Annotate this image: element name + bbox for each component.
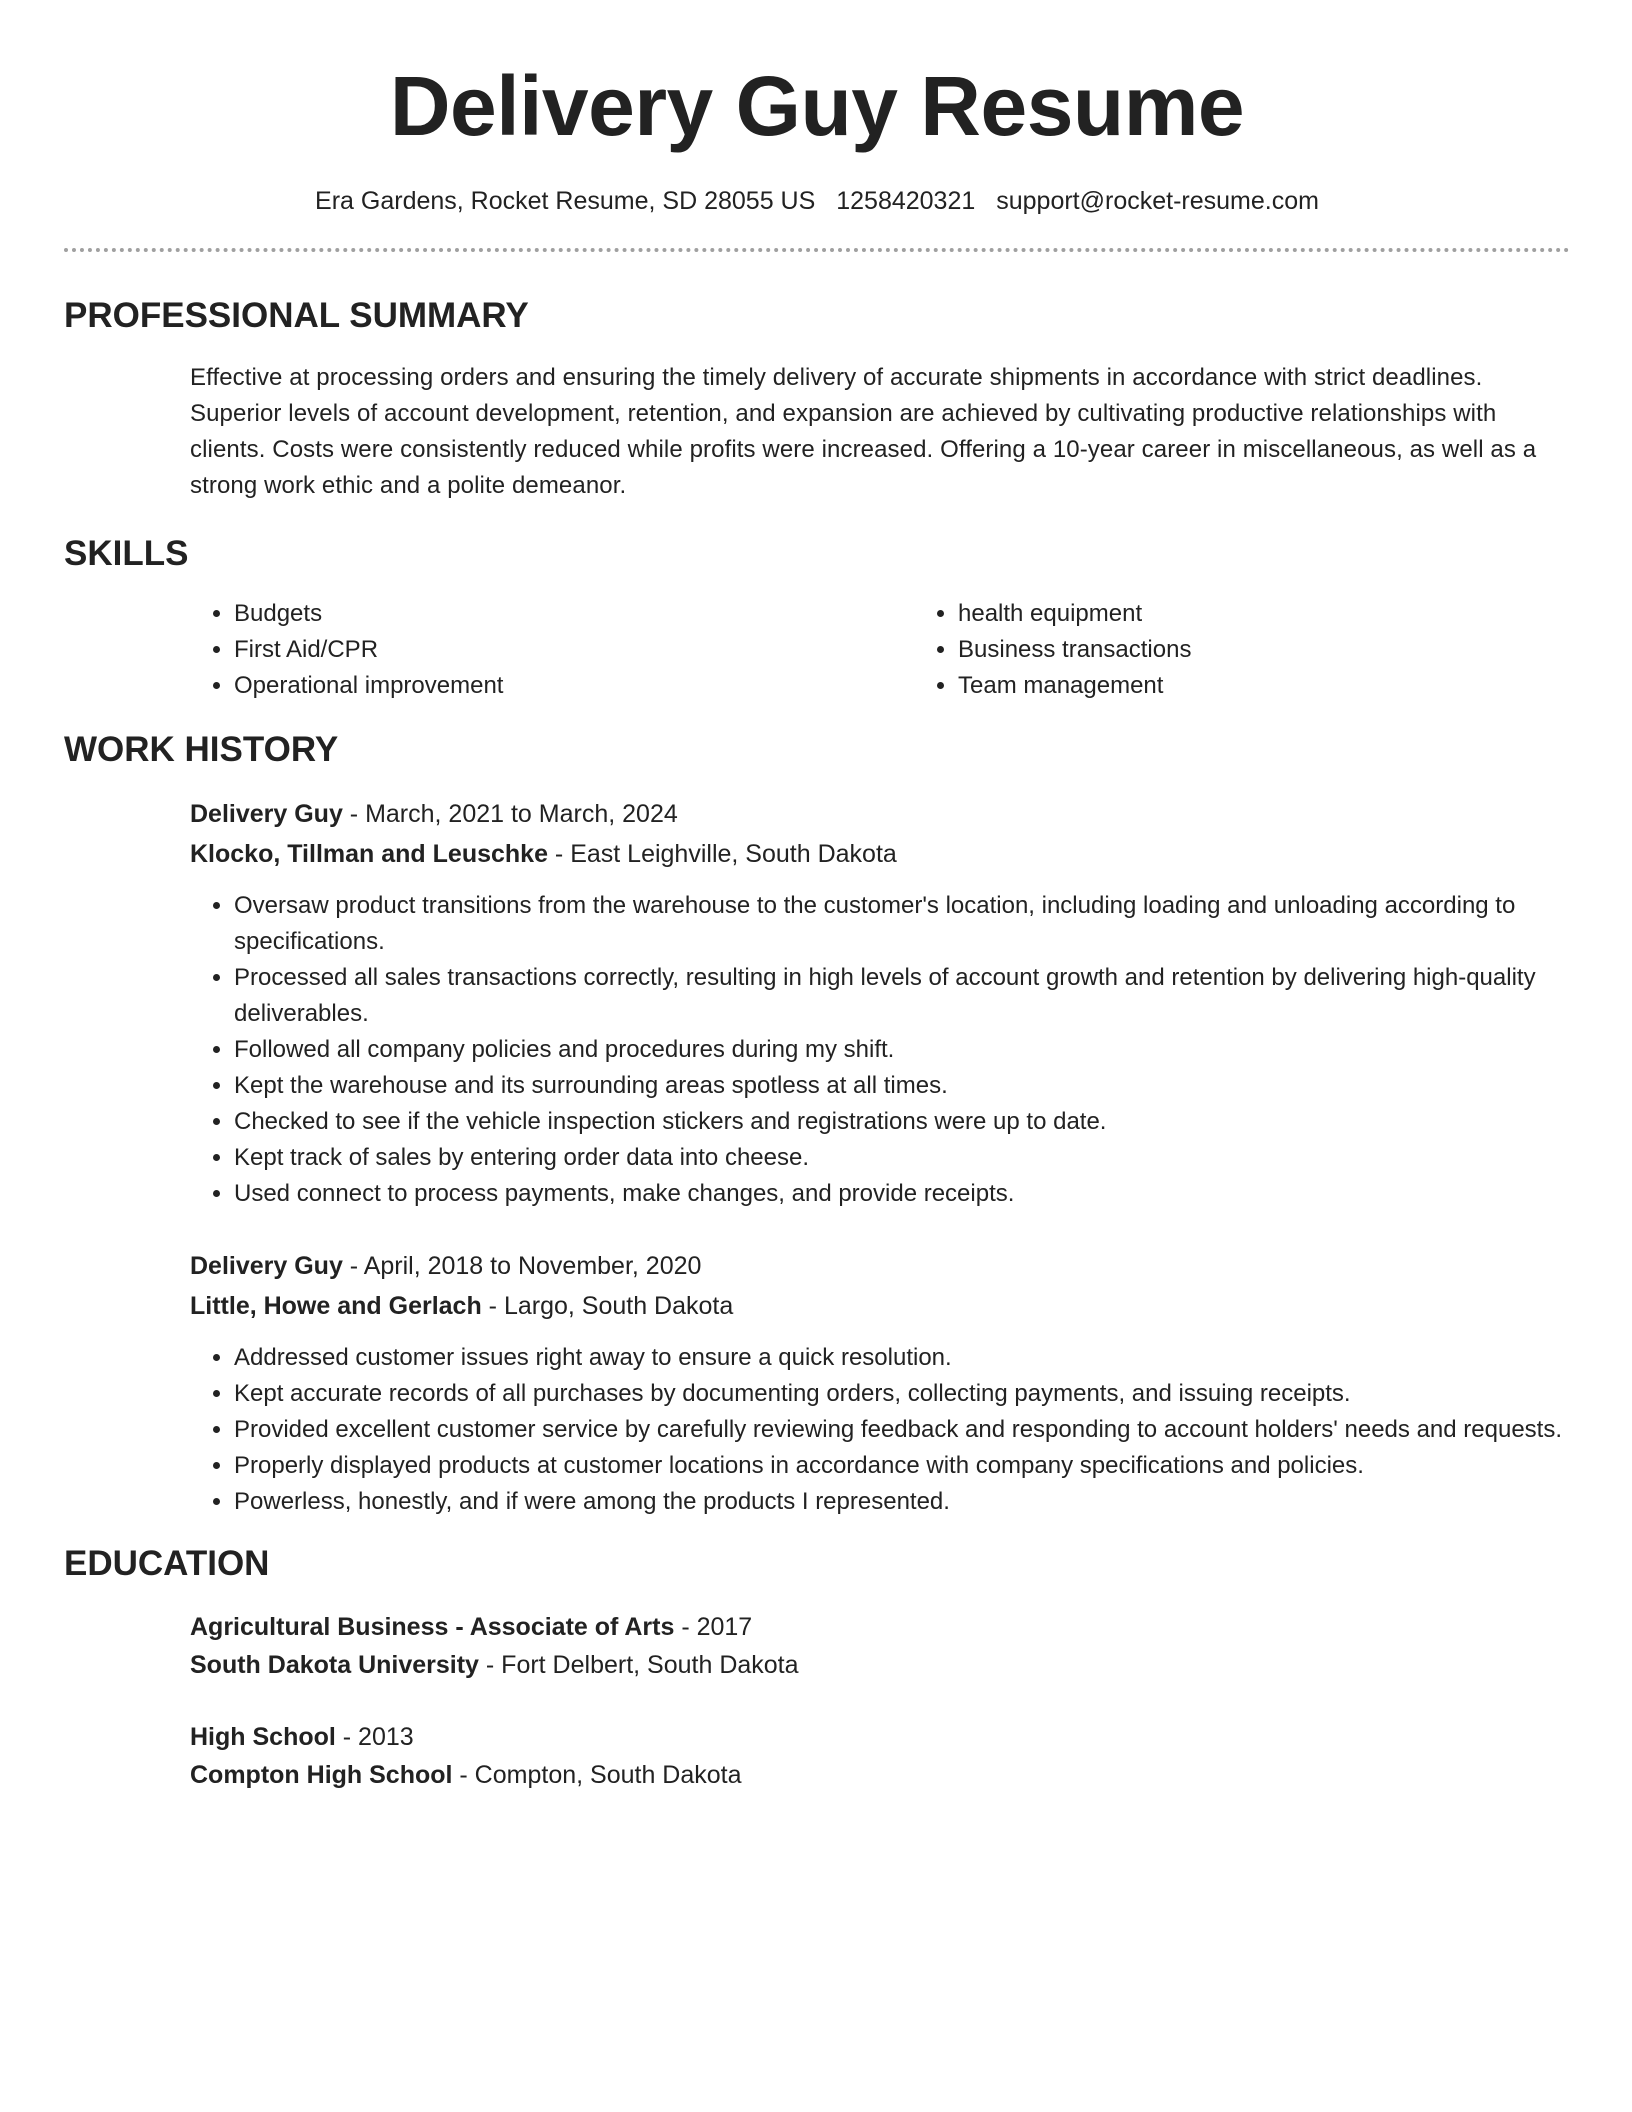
education-location: - Compton, South Dakota bbox=[452, 1761, 742, 1789]
summary-text: Effective at processing orders and ensuring the timely delivery of accurate shipments in accordance with strict deadlines. Superior levels of account development, retention, and expansion are achieved by cultivating productive relationships with clients. Costs were consistently reduced while profits were increased. Offering a 10-year career in miscellaneous, as well as a strong work ethic and a polite demeanor. bbox=[190, 364, 1537, 499]
education-location: - Fort Delbert, South Dakota bbox=[478, 1651, 799, 1679]
skill-item: • Budgets bbox=[234, 596, 914, 632]
education-entry bbox=[190, 1718, 1570, 1794]
education-degree: High School bbox=[190, 1723, 336, 1751]
summary-section bbox=[64, 294, 1570, 504]
job-role: Delivery Guy bbox=[190, 1252, 343, 1280]
education-school: Compton High School bbox=[190, 1761, 453, 1789]
education-degree: Agricultural Business - Associate of Arts bbox=[190, 1613, 675, 1641]
work-history-heading: WORK HISTORY bbox=[64, 730, 339, 769]
skill-item: • Operational improvement bbox=[234, 668, 914, 704]
contact-address: Era Gardens, Rocket Resume, SD 28055 US bbox=[315, 187, 816, 215]
job-bullet: • Oversaw product transitions from the warehouse to the customer's location, including loading and unloading according to specifications. bbox=[234, 888, 1570, 960]
job-bullet: • Kept track of sales by entering order data into cheese. bbox=[234, 1140, 1570, 1176]
education-degree-line bbox=[190, 1718, 1570, 1756]
contact-line bbox=[64, 184, 1570, 218]
contact-phone: 1258420321 bbox=[836, 187, 976, 215]
job-bullet: • Checked to see if the vehicle inspection stickers and registrations were up to date. bbox=[234, 1104, 1570, 1140]
job-entry bbox=[190, 794, 1570, 1212]
job-bullet: • Kept accurate records of all purchases by documenting orders, collecting payments, and issuing receipts. bbox=[234, 1376, 1570, 1412]
job-bullet: • Powerless, honestly, and if were among the products I represented. bbox=[234, 1484, 1570, 1520]
skills-column-left bbox=[190, 596, 914, 704]
job-location: - East Leighville, South Dakota bbox=[547, 840, 897, 868]
skill-item: • First Aid/CPR bbox=[234, 632, 914, 668]
job-company-line bbox=[190, 1286, 1570, 1326]
job-bullets bbox=[190, 1340, 1570, 1520]
work-history-section bbox=[64, 728, 1570, 1520]
education-section bbox=[64, 1542, 1570, 1794]
education-degree-line bbox=[190, 1608, 1570, 1646]
job-company: Little, Howe and Gerlach bbox=[190, 1292, 482, 1320]
education-school-line bbox=[190, 1646, 1570, 1684]
skill-item: • health equipment bbox=[958, 596, 1558, 632]
education-school-line bbox=[190, 1756, 1570, 1794]
skill-item: • Business transactions bbox=[958, 632, 1558, 668]
job-role: Delivery Guy bbox=[190, 800, 343, 828]
skills-list bbox=[190, 596, 1570, 704]
education-year: - 2013 bbox=[335, 1723, 414, 1751]
skills-column-right bbox=[914, 596, 1558, 704]
job-bullet: • Processed all sales transactions correctly, resulting in high levels of account growth and retention by delivering high-quality deliverables. bbox=[234, 960, 1570, 1032]
education-year: - 2017 bbox=[674, 1613, 753, 1641]
job-role-line bbox=[190, 1246, 1570, 1286]
education-school: South Dakota University bbox=[190, 1651, 479, 1679]
job-entry bbox=[190, 1246, 1570, 1520]
education-heading: EDUCATION bbox=[64, 1544, 270, 1583]
job-bullet: • Properly displayed products at customer locations in accordance with company specifications and policies. bbox=[234, 1448, 1570, 1484]
job-bullet: • Used connect to process payments, make changes, and provide receipts. bbox=[234, 1176, 1570, 1212]
job-bullets bbox=[190, 888, 1570, 1212]
resume-title: Delivery Guy Resume bbox=[389, 59, 1245, 153]
job-bullet: • Followed all company policies and procedures during my shift. bbox=[234, 1032, 1570, 1068]
job-bullet: • Addressed customer issues right away to ensure a quick resolution. bbox=[234, 1340, 1570, 1376]
job-company-line bbox=[190, 834, 1570, 874]
job-role-line bbox=[190, 794, 1570, 834]
job-location: - Largo, South Dakota bbox=[481, 1292, 734, 1320]
job-bullet: • Provided excellent customer service by carefully reviewing feedback and responding to account holders' needs and requests. bbox=[234, 1412, 1570, 1448]
summary-heading: PROFESSIONAL SUMMARY bbox=[64, 296, 529, 335]
contact-email: support@rocket-resume.com bbox=[996, 187, 1319, 215]
job-dates: - April, 2018 to November, 2020 bbox=[342, 1252, 702, 1280]
skill-item: • Team management bbox=[958, 668, 1558, 704]
skills-section bbox=[64, 532, 1570, 704]
job-bullet: • Kept the warehouse and its surrounding areas spotless at all times. bbox=[234, 1068, 1570, 1104]
education-entry bbox=[190, 1608, 1570, 1684]
job-dates: - March, 2021 to March, 2024 bbox=[342, 800, 678, 828]
skills-heading: SKILLS bbox=[64, 534, 189, 573]
header-divider bbox=[64, 248, 1570, 252]
job-company: Klocko, Tillman and Leuschke bbox=[190, 840, 548, 868]
